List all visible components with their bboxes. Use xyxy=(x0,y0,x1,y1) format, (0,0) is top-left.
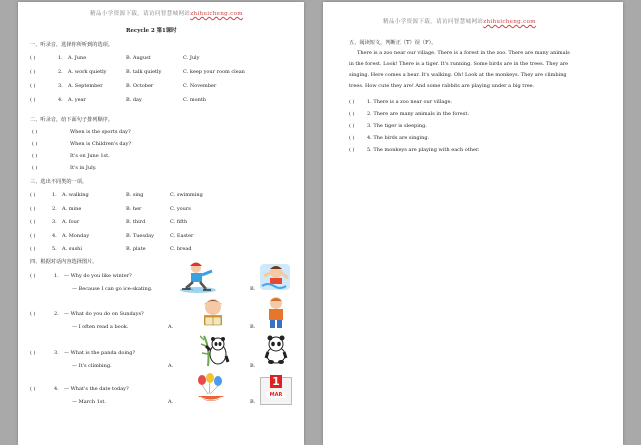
option-b: B. plate xyxy=(126,246,146,252)
reading-child-picture xyxy=(196,297,230,331)
option-b: B. talk quietly xyxy=(126,69,162,75)
answer-blank: ( ) xyxy=(32,129,38,135)
option-b: B. October xyxy=(126,83,154,89)
picture-option-b: B. xyxy=(250,324,256,330)
section2-heading: 二、听录音，给下面句子排列顺序。 xyxy=(30,117,114,123)
option-a: A. four xyxy=(62,219,80,225)
option-a: A. mine xyxy=(62,205,82,212)
question-number: 1. xyxy=(58,55,63,61)
picture-option-b: B. xyxy=(250,399,256,405)
picture-option-a: A. xyxy=(188,286,194,292)
option-b: B. sing xyxy=(126,192,144,198)
option-b: B. day xyxy=(126,97,142,103)
answer-blank: ( ) xyxy=(349,111,355,117)
option-c: C. month xyxy=(183,97,207,103)
question-number: 3. xyxy=(52,219,57,225)
ice-skating-child-picture xyxy=(178,260,218,294)
passage-line: trees. How cute they are! And some rabbits are playing under a big tree. xyxy=(349,83,535,89)
question-number: 3. xyxy=(54,350,59,356)
answer-blank: ( ) xyxy=(30,350,36,356)
option-c: C. fifth xyxy=(170,219,188,225)
document-page-right xyxy=(323,2,623,445)
boy-standing-picture xyxy=(264,296,288,330)
calendar-picture xyxy=(260,375,290,403)
option-c: C. keep your room clean xyxy=(183,69,245,75)
answer-blank: ( ) xyxy=(30,232,36,239)
option-c: C. Easter xyxy=(170,232,194,239)
question-number: 2. xyxy=(52,205,57,212)
calendar-month: MAR xyxy=(266,392,286,398)
answer-blank: ( ) xyxy=(349,99,355,105)
option-b: B. third xyxy=(126,219,146,225)
answer-blank: ( ) xyxy=(349,147,355,153)
swimming-child-picture xyxy=(258,260,292,292)
question-number: 5. xyxy=(52,246,57,252)
dialogue-answer: — March 1st. xyxy=(72,399,107,405)
statement-text: 5. The monkeys are playing with each other. xyxy=(367,147,480,153)
option-a: A. year xyxy=(68,97,86,103)
picture-option-b: B. xyxy=(250,363,256,369)
answer-blank: ( ) xyxy=(30,83,36,89)
picture-option-a: A. xyxy=(168,363,174,369)
option-b: B. August xyxy=(126,55,151,61)
answer-blank: ( ) xyxy=(30,311,36,317)
answer-blank: ( ) xyxy=(30,192,36,198)
sentence-text: It's on June 1st. xyxy=(70,153,110,159)
question-number: 4. xyxy=(58,97,63,103)
calendar-day: 1 xyxy=(270,375,282,388)
statement-text: 1. There is a zoo near our village. xyxy=(367,99,453,105)
question-number: 4. xyxy=(52,232,57,239)
option-a: A. September xyxy=(68,83,103,89)
statement-text: 3. The tiger is sleeping. xyxy=(367,123,427,129)
statement-text: 4. The birds are singing. xyxy=(367,135,430,141)
sentence-text: When is the sports day? xyxy=(70,129,131,135)
picture-option-a: A. xyxy=(168,324,174,330)
answer-blank: ( ) xyxy=(32,153,38,159)
question-number: 4. xyxy=(54,386,59,392)
option-c: C. November xyxy=(183,83,217,89)
answer-blank: ( ) xyxy=(30,273,36,279)
question-number: 1. xyxy=(52,192,57,198)
answer-blank: ( ) xyxy=(30,386,36,392)
panda-climbing-picture xyxy=(200,332,230,368)
option-c: C. swimming xyxy=(170,192,203,198)
section3-heading: 三、选出不同类的一项。 xyxy=(30,179,88,185)
party-balloons-picture xyxy=(194,372,228,406)
section4-heading: 四、根据对话内容选择图片。 xyxy=(30,259,98,265)
picture-option-a: A. xyxy=(168,399,174,405)
option-c: C. bread xyxy=(170,246,192,252)
option-a: A. work quietly xyxy=(68,69,107,75)
section5-heading: 五、阅读短文，判断正（T）误（F）。 xyxy=(349,40,437,46)
answer-blank: ( ) xyxy=(349,123,355,129)
question-number: 1. xyxy=(54,273,59,279)
dialogue-question: — What's the date today? xyxy=(64,386,129,392)
question-number: 2. xyxy=(54,311,59,317)
page-header: 精品小学资源下载，请访问智慧城网站zhihuicheng.com xyxy=(383,19,536,25)
statement-text: 2. There are many animals in the forest. xyxy=(367,111,469,117)
answer-blank: ( ) xyxy=(30,97,36,103)
answer-blank: ( ) xyxy=(30,219,36,225)
sentence-text: It's in July. xyxy=(70,165,97,171)
answer-blank: ( ) xyxy=(30,246,36,252)
answer-blank: ( ) xyxy=(30,55,36,61)
passage-line: There is a zoo near our village. There is a forest in the zoo. There are many animals xyxy=(357,50,570,56)
option-c: C. July xyxy=(183,55,200,61)
option-a: A. June xyxy=(68,55,87,61)
page-title: Recycle 2 第1课时 xyxy=(126,28,177,34)
option-a: A. Monday xyxy=(62,232,90,239)
sentence-text: When is Children's day? xyxy=(70,141,132,147)
answer-blank: ( ) xyxy=(30,69,36,75)
page-header: 精品小学资源下载，请访问智慧城网站zhihuicheng.com xyxy=(90,11,243,17)
question-number: 3. xyxy=(58,83,63,89)
answer-blank: ( ) xyxy=(32,165,38,171)
picture-option-b: B. xyxy=(250,286,256,292)
answer-blank: ( ) xyxy=(30,205,36,212)
dialogue-answer: — It's climbing. xyxy=(72,363,112,369)
dialogue-question: — Why do you like winter? xyxy=(64,273,132,279)
panda-sitting-picture xyxy=(263,334,289,364)
passage-line: singing. Here comes a bear. It's walking. Oh! Look at the monkeys. They are climbing xyxy=(349,72,567,78)
dialogue-answer: — Because I can go ice-skating. xyxy=(72,286,153,292)
option-b: B. Tuesday xyxy=(126,232,154,239)
option-c: C. yours xyxy=(170,205,191,212)
section1-heading: 一、听录音，选择你所听到的选项。 xyxy=(30,42,114,48)
question-number: 2. xyxy=(58,69,63,75)
option-a: A. walking xyxy=(62,192,89,198)
dialogue-answer: — I often read a book. xyxy=(72,324,129,330)
option-a: A. sushi xyxy=(62,246,82,252)
document-page-left xyxy=(18,2,304,445)
dialogue-question: — What do you do on Sundays? xyxy=(64,311,144,317)
answer-blank: ( ) xyxy=(32,141,38,147)
option-b: B. her xyxy=(126,205,142,212)
passage-line: in the forest. Look! There is a tiger. It's running. Some birds are in the trees. They are xyxy=(349,61,569,67)
dialogue-question: — What is the panda doing? xyxy=(64,350,136,356)
answer-blank: ( ) xyxy=(349,135,355,141)
